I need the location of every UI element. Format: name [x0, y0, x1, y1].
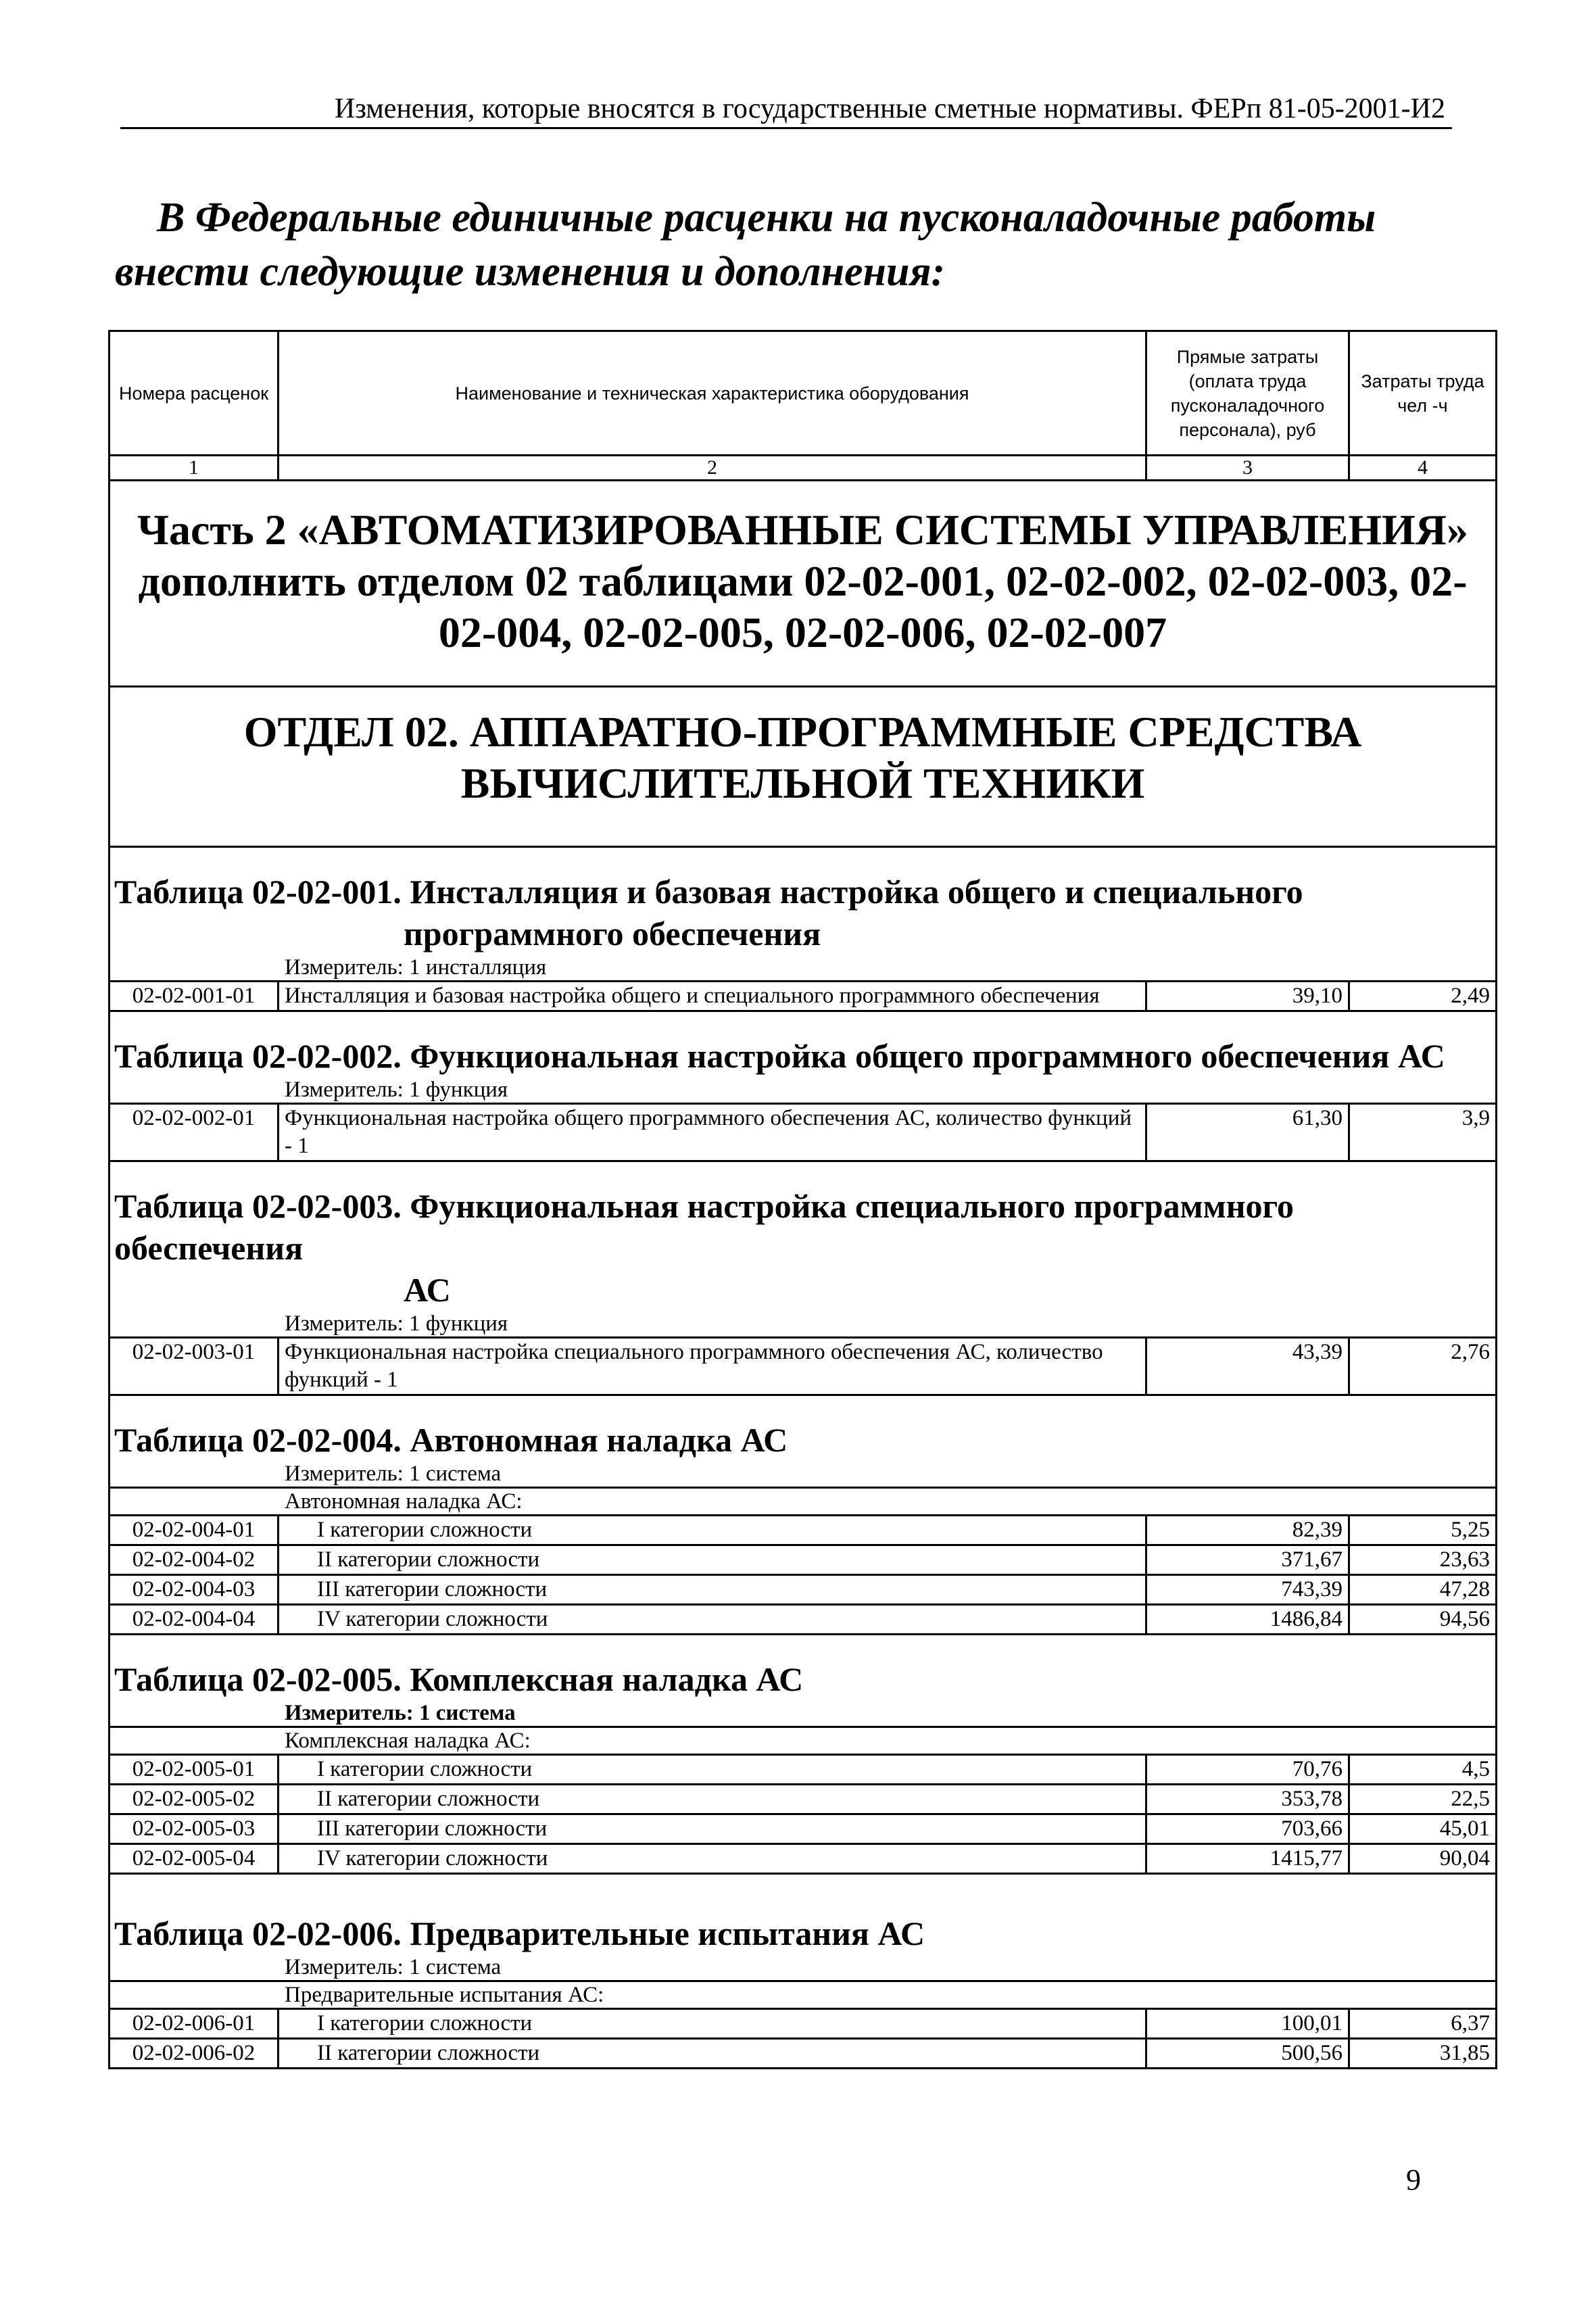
col-number: 3	[1146, 456, 1349, 481]
table-row	[110, 982, 1497, 1011]
rate-cost: 353,78	[1146, 1785, 1349, 1814]
table-row	[110, 1545, 1497, 1575]
unit-label: Измеритель: 1 инсталляция	[110, 955, 1497, 982]
table-row	[110, 2009, 1497, 2039]
rate-code: 02-02-003-01	[110, 1338, 279, 1395]
table-title	[110, 1161, 1497, 1311]
col-number: 1	[110, 456, 279, 481]
rate-description: III категории сложности	[279, 1575, 1146, 1605]
section-row	[110, 687, 1497, 847]
rate-cost: 82,39	[1146, 1516, 1349, 1545]
table-row	[110, 1785, 1497, 1814]
table-title-line: Таблица 02-02-004. Автономная наладка АС	[114, 1421, 788, 1459]
table-row	[110, 1755, 1497, 1785]
column-number-row	[110, 456, 1497, 481]
column-header-row	[110, 331, 1497, 456]
rate-labor: 47,28	[1349, 1575, 1497, 1605]
table-title-row	[110, 847, 1497, 955]
table-title	[110, 847, 1497, 955]
table-title	[110, 1635, 1497, 1701]
table-title-line: АС	[404, 1271, 451, 1309]
rate-labor: 5,25	[1349, 1516, 1497, 1545]
rate-description: II категории сложности	[279, 2039, 1146, 2069]
rate-code: 02-02-005-02	[110, 1785, 279, 1814]
col-header-labor: Затраты труда чел -ч	[1349, 331, 1497, 456]
unit-row	[110, 1311, 1497, 1338]
rate-description: I категории сложности	[279, 2009, 1146, 2039]
subheading-row	[110, 1488, 1497, 1516]
rate-code: 02-02-004-04	[110, 1605, 279, 1635]
table-title-line: Таблица 02-02-001. Инсталляция и базовая настройка общего и специального	[114, 873, 1303, 911]
rate-labor: 3,9	[1349, 1104, 1497, 1161]
rate-labor: 4,5	[1349, 1755, 1497, 1785]
rate-description: II категории сложности	[279, 1545, 1146, 1575]
rate-labor: 6,37	[1349, 2009, 1497, 2039]
table-title-line: Таблица 02-02-002. Функциональная настройка общего программного обеспечения АС	[114, 1037, 1445, 1075]
table-title	[110, 1395, 1497, 1462]
subheading: Автономная наладка АС:	[110, 1488, 1497, 1516]
table-title-row	[110, 1635, 1497, 1701]
rate-code: 02-02-005-01	[110, 1755, 279, 1785]
rate-cost: 61,30	[1146, 1104, 1349, 1161]
subheading-row	[110, 1727, 1497, 1755]
unit-label: Измеритель: 1 система	[110, 1954, 1497, 1981]
rate-cost: 703,66	[1146, 1814, 1349, 1844]
unit-row	[110, 1461, 1497, 1488]
table-title-line: Таблица 02-02-006. Предварительные испытания АС	[114, 1914, 925, 1952]
intro-text: В Федеральные единичные расценки на пусконаладочные работы внести следующие изменения и дополнения:	[115, 195, 1376, 295]
rate-code: 02-02-006-02	[110, 2039, 279, 2069]
rate-code: 02-02-001-01	[110, 982, 279, 1011]
unit-label: Измеритель: 1 функция	[110, 1077, 1497, 1104]
table-title-row	[110, 1011, 1497, 1078]
rate-labor: 22,5	[1349, 1785, 1497, 1814]
price-table	[108, 330, 1497, 2069]
rate-description: Инсталляция и базовая настройка общего и специального программного обеспечения	[279, 982, 1146, 1011]
rate-code: 02-02-006-01	[110, 2009, 279, 2039]
rate-code: 02-02-005-03	[110, 1814, 279, 1844]
table-row	[110, 1844, 1497, 1874]
rate-code: 02-02-004-03	[110, 1575, 279, 1605]
rate-labor: 2,76	[1349, 1338, 1497, 1395]
rate-code: 02-02-005-04	[110, 1844, 279, 1874]
rate-cost: 1486,84	[1146, 1605, 1349, 1635]
rate-description: IV категории сложности	[279, 1844, 1146, 1874]
col-header-codes: Номера расценок	[110, 331, 279, 456]
unit-row	[110, 1700, 1497, 1727]
table-row	[110, 1104, 1497, 1161]
rate-cost: 39,10	[1146, 982, 1349, 1011]
table-title-row	[110, 1161, 1497, 1311]
rate-cost: 371,67	[1146, 1545, 1349, 1575]
table-title-line: Таблица 02-02-003. Функциональная настройка специального программного обеспечения	[114, 1187, 1294, 1267]
rate-cost: 743,39	[1146, 1575, 1349, 1605]
rate-description: Функциональная настройка общего программного обеспечения АС, количество функций - 1	[279, 1104, 1146, 1161]
table-title-row	[110, 1395, 1497, 1462]
unit-label: Измеритель: 1 функция	[110, 1311, 1497, 1338]
rate-labor: 94,56	[1349, 1605, 1497, 1635]
rate-code: 02-02-004-02	[110, 1545, 279, 1575]
rate-cost: 43,39	[1146, 1338, 1349, 1395]
unit-row	[110, 1077, 1497, 1104]
running-header: Изменения, которые вносятся в государственные сметные нормативы. ФЕРп 81-05-2001-И2	[334, 93, 1445, 124]
rate-labor: 23,63	[1349, 1545, 1497, 1575]
part-row	[110, 481, 1497, 687]
rate-description: III категории сложности	[279, 1814, 1146, 1844]
col-number: 2	[279, 456, 1146, 481]
rate-cost: 70,76	[1146, 1755, 1349, 1785]
rate-code: 02-02-002-01	[110, 1104, 279, 1161]
rate-description: Функциональная настройка специального программного обеспечения АС, количество функций - 1	[279, 1338, 1146, 1395]
page-number: 9	[1406, 2163, 1421, 2196]
section-title: ОТДЕЛ 02. АППАРАТНО-ПРОГРАММНЫЕ СРЕДСТВА ВЫЧИСЛИТЕЛЬНОЙ ТЕХНИКИ	[110, 687, 1497, 847]
rate-labor: 2,49	[1349, 982, 1497, 1011]
subheading: Предварительные испытания АС:	[110, 1981, 1497, 2009]
table-title-line: Таблица 02-02-005. Комплексная наладка АС	[114, 1660, 804, 1698]
col-number: 4	[1349, 456, 1497, 481]
table-title	[110, 1874, 1497, 1955]
rate-description: IV категории сложности	[279, 1605, 1146, 1635]
table-title-row	[110, 1874, 1497, 1955]
table-title-line: программного обеспечения	[404, 915, 821, 952]
table-row	[110, 1575, 1497, 1605]
rate-cost: 1415,77	[1146, 1844, 1349, 1874]
unit-row	[110, 955, 1497, 982]
col-header-cost: Прямые затраты (оплата труда пусконаладочного персонала), руб	[1146, 331, 1349, 456]
rate-cost: 100,01	[1146, 2009, 1349, 2039]
table-row	[110, 1814, 1497, 1844]
subheading-row	[110, 1981, 1497, 2009]
table-row	[110, 1605, 1497, 1635]
table-row	[110, 1516, 1497, 1545]
rate-code: 02-02-004-01	[110, 1516, 279, 1545]
rate-description: II категории сложности	[279, 1785, 1146, 1814]
subheading: Комплексная наладка АС:	[110, 1727, 1497, 1755]
rate-labor: 45,01	[1349, 1814, 1497, 1844]
unit-label: Измеритель: 1 система	[110, 1700, 1497, 1727]
rate-labor: 90,04	[1349, 1844, 1497, 1874]
unit-row	[110, 1954, 1497, 1981]
unit-label: Измеритель: 1 система	[110, 1461, 1497, 1488]
rate-description: I категории сложности	[279, 1516, 1146, 1545]
table-row	[110, 2039, 1497, 2069]
rate-description: I категории сложности	[279, 1755, 1146, 1785]
rate-cost: 500,56	[1146, 2039, 1349, 2069]
part-title: Часть 2 «АВТОМАТИЗИРОВАННЫЕ СИСТЕМЫ УПРАВЛЕНИЯ» дополнить отделом 02 таблицами 02-02-001, 02-02-002, 02-02-003, 02-02-004, 02-02-005, 02-02-006, 02-02-007	[110, 481, 1497, 687]
col-header-name: Наименование и техническая характеристика оборудования	[279, 331, 1146, 456]
table-title	[110, 1011, 1497, 1078]
table-row	[110, 1338, 1497, 1395]
header-rule	[120, 127, 1452, 129]
rate-labor: 31,85	[1349, 2039, 1497, 2069]
